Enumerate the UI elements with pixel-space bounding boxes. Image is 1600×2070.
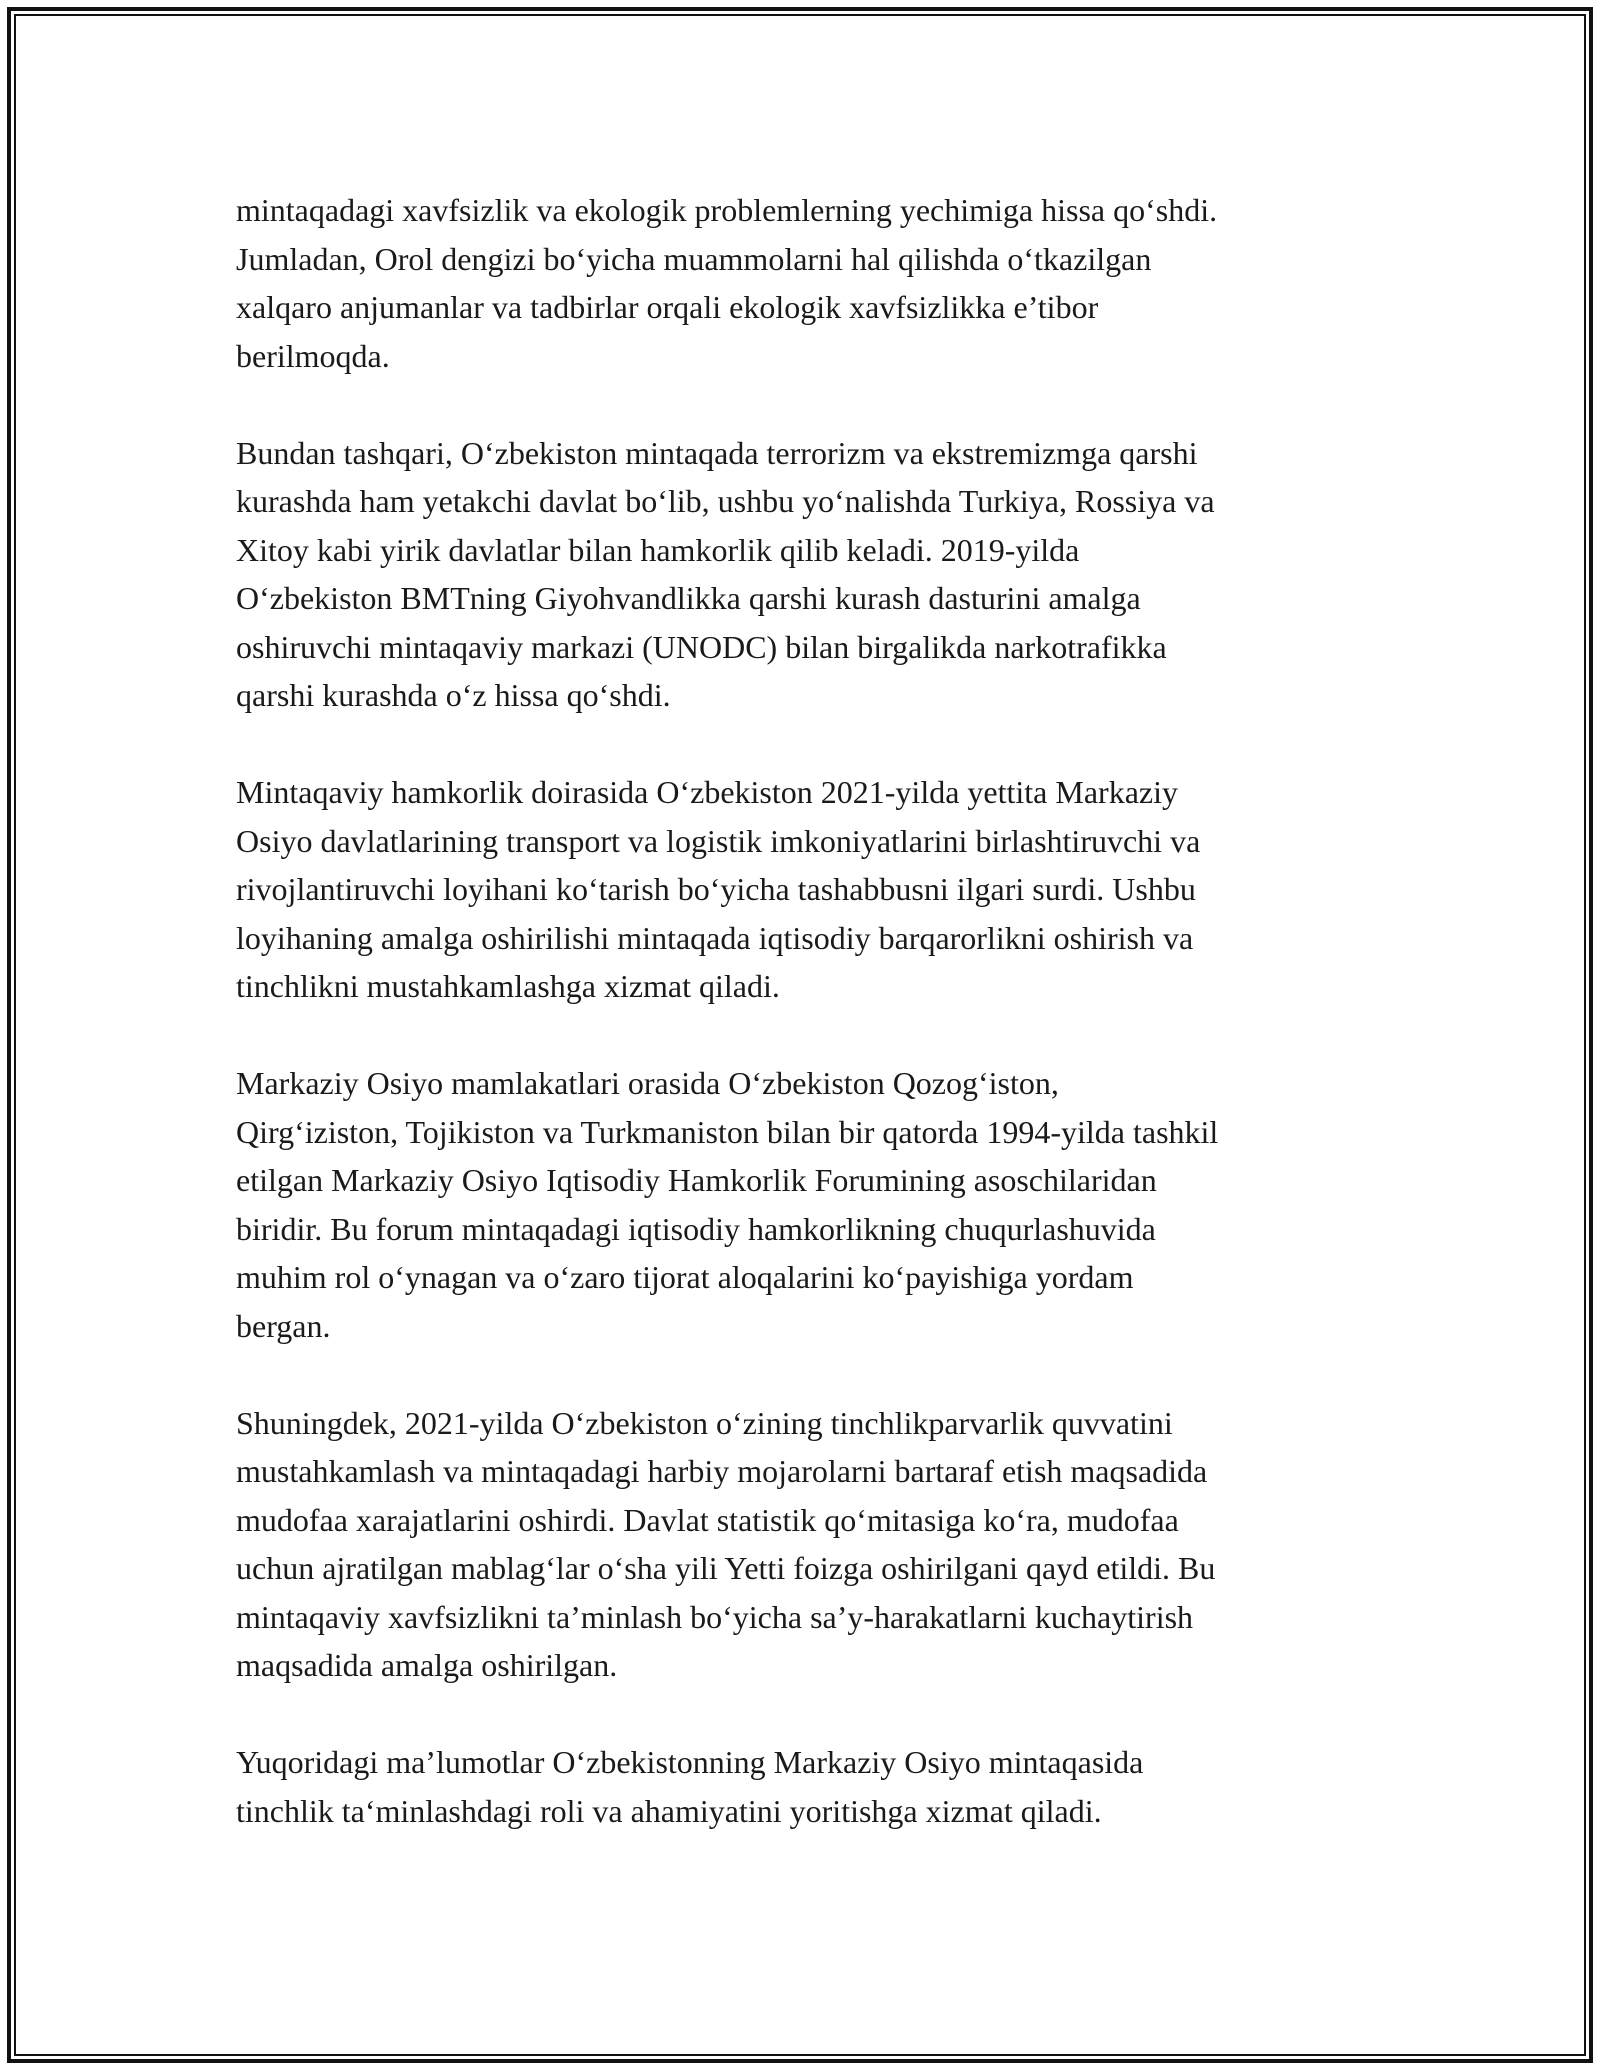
text-line: Jumladan, Orol dengizi bo‘yicha muammolarni hal qilishda o‘tkazilgan xyxy=(236,240,1152,277)
paragraph-6 xyxy=(236,1738,1376,1835)
text-line: mintaqadagi xavfsizlik va ekologik problemlerning yechimiga hissa qo‘shdi. xyxy=(236,192,1218,228)
text-line: bergan. xyxy=(236,1307,331,1344)
text-line: loyihaning amalga oshirilishi mintaqada iqtisodiy barqarorlikni oshirish va xyxy=(236,919,1194,956)
paragraph-4 xyxy=(236,1059,1376,1350)
text-line: uchun ajratilgan mablag‘lar o‘sha yili Yetti foizga oshirilgani qayd etildi. Bu xyxy=(236,1550,1216,1586)
text-line: xalqaro anjumanlar va tadbirlar orqali ekologik xavfsizlikka e’tibor xyxy=(236,289,1099,325)
text-line: mustahkamlash va mintaqadagi harbiy mojarolarni bartaraf etish maqsadida xyxy=(236,1453,1208,1489)
text-line: tinchlik ta‘minlashdagi roli va ahamiyatini yoritishga xizmat qiladi. xyxy=(236,1792,1102,1829)
text-line: Xitoy kabi yirik davlatlar bilan hamkorlik qilib keladi. 2019-yilda xyxy=(236,531,1080,568)
text-line: Osiyo davlatlarining transport va logistik imkoniyatlarini birlashtiruvchi va xyxy=(236,822,1201,859)
text-line: rivojlantiruvchi loyihani ko‘tarish bo‘yicha tashabbusni ilgari surdi. Ushbu xyxy=(236,871,1196,907)
paragraph-5 xyxy=(236,1399,1376,1690)
text-line: Markaziy Osiyo mamlakatlari orasida O‘zbekiston Qozog‘iston, xyxy=(236,1065,1059,1101)
paragraph-2 xyxy=(236,429,1376,720)
text-line: berilmoqda. xyxy=(236,337,390,374)
text-line: tinchlikni mustahkamlashga xizmat qiladi. xyxy=(236,968,780,1004)
text-line: Bundan tashqari, O‘zbekiston mintaqada terrorizm va ekstremizmga qarshi xyxy=(236,434,1198,471)
text-line: qarshi kurashda o‘z hissa qo‘shdi. xyxy=(236,677,671,713)
text-line: mintaqaviy xavfsizlikni ta’minlash bo‘yicha sa’y-harakatlarni kuchaytirish xyxy=(236,1598,1194,1635)
text-line: etilgan Markaziy Osiyo Iqtisodiy Hamkorlik Forumining asoschilaridan xyxy=(236,1162,1157,1198)
text-line: biridir. Bu forum mintaqadagi iqtisodiy hamkorlikning chuqurlashuvida xyxy=(236,1210,1156,1247)
document-body xyxy=(236,186,1376,1884)
text-line: kurashda ham yetakchi davlat bo‘lib, ushbu yo‘nalishda Turkiya, Rossiya va xyxy=(236,483,1215,519)
text-line: oshiruvchi mintaqaviy markazi (UNODC) bilan birgalikda narkotrafikka xyxy=(236,628,1167,665)
text-line: O‘zbekiston BMTning Giyohvandlikka qarshi kurash dasturini amalga xyxy=(236,580,1141,616)
text-line: Mintaqaviy hamkorlik doirasida O‘zbekiston 2021-yilda yettita Markaziy xyxy=(236,774,1178,810)
text-line: maqsadida amalga oshirilgan. xyxy=(236,1647,618,1683)
text-line: muhim rol o‘ynagan va o‘zaro tijorat aloqalarini ko‘payishiga yordam xyxy=(236,1259,1134,1295)
text-line: Shuningdek, 2021-yilda O‘zbekiston o‘zining tinchlikparvarlik quvvatini xyxy=(236,1404,1173,1441)
paragraph-1 xyxy=(236,186,1376,380)
text-line: mudofaa xarajatlarini oshirdi. Davlat statistik qo‘mitasiga ko‘ra, mudofaa xyxy=(236,1501,1179,1538)
text-line: Qirg‘iziston, Tojikiston va Turkmaniston bilan bir qatorda 1994-yilda tashkil xyxy=(236,1113,1219,1150)
paragraph-3 xyxy=(236,768,1376,1011)
text-line: Yuqoridagi ma’lumotlar O‘zbekistonning Markaziy Osiyo mintaqasida xyxy=(236,1744,1144,1780)
